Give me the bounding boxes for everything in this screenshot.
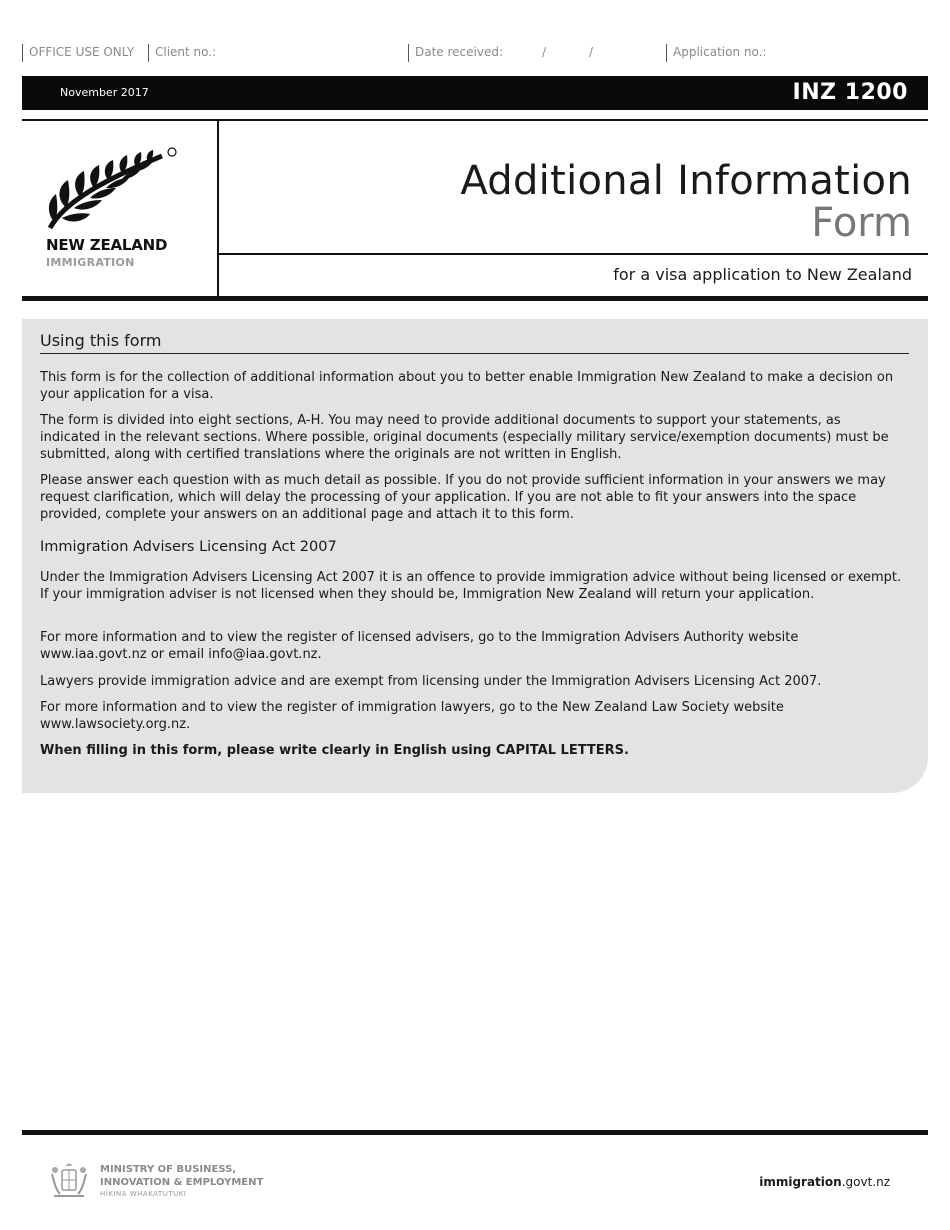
divider (22, 119, 928, 121)
logo-text-new-zealand: NEW ZEALAND (46, 236, 168, 254)
page-subtitle: for a visa application to New Zealand (613, 265, 912, 284)
subsection-heading: Immigration Advisers Licensing Act 2007 (40, 539, 337, 555)
logo-text-immigration: IMMIGRATION (46, 256, 135, 269)
paragraph-purpose: This form is for the collection of additional information about you to better enable Immigration New Zealand to make a decision on your application for a visa. (40, 370, 894, 402)
ministry-name-maori: HĪKINA WHAKATUTUKI (100, 1190, 187, 1198)
paragraph-law-society: For more information and to view the register of immigration lawyers, go to the New Zealand Law Society website www.lawsociety.org.nz. (40, 700, 784, 732)
website-bold: immigration (759, 1175, 842, 1189)
divider (22, 296, 928, 301)
mbie-logo (48, 1162, 308, 1202)
divider (218, 253, 928, 255)
nz-immigration-logo (44, 142, 204, 272)
ministry-name-line1: MINISTRY OF BUSINESS, (100, 1164, 237, 1175)
page-title: Additional Information (460, 158, 912, 204)
office-use-label: OFFICE USE ONLY (22, 44, 134, 62)
footer-divider (22, 1130, 928, 1135)
date-slash: / (542, 45, 547, 59)
ministry-name-line2: INNOVATION & EMPLOYMENT (100, 1177, 264, 1188)
divider (40, 353, 909, 354)
application-no-label: Application no.: (666, 44, 766, 62)
header-band (22, 76, 928, 110)
paragraph-iaa: For more information and to view the register of licensed advisers, go to the Immigration Advisers Authority website www.iaa.govt.nz or email info@iaa.govt.nz. (40, 630, 799, 662)
section-heading: Using this form (40, 331, 162, 350)
paragraph-answers: Please answer each question with as much detail as possible. If you do not provide sufficient information in your answers we may request clarification, which will delay the processing of your application. If you are not able to fit your answers into the space provided, complete your answers on an additional page and attach it to this form. (40, 473, 886, 522)
form-date: November 2017 (60, 86, 149, 99)
date-received-label: Date received: (408, 44, 503, 62)
website-domain: .govt.nz (841, 1175, 890, 1189)
coat-of-arms-icon (48, 1162, 90, 1202)
page-title-form: Form (811, 200, 912, 246)
office-use-bar (22, 44, 928, 62)
silver-fern-icon (44, 142, 194, 234)
paragraph-licensing: Under the Immigration Advisers Licensing Act 2007 it is an offence to provide immigration advice without being licensed or exempt. If your immigration adviser is not licensed when they should be, Immigration New Zealand will return your application. (40, 570, 902, 602)
website-url[interactable] (759, 1175, 890, 1189)
client-no-label: Client no.: (148, 44, 216, 62)
date-slash: / (589, 45, 594, 59)
form-code: INZ 1200 (792, 80, 908, 105)
divider (217, 119, 219, 299)
paragraph-sections: The form is divided into eight sections, A-H. You may need to provide additional documents to support your statements, as indicated in the relevant sections. Where possible, original documents (especially military service/exemption documents) must be submitted, along with certified translations where the originals are not written in English. (40, 413, 889, 462)
paragraph-lawyers: Lawyers provide immigration advice and are exempt from licensing under the Immigration Advisers Licensing Act 2007. (40, 674, 822, 689)
using-this-form-panel (22, 319, 928, 793)
paragraph-capital-letters: When filling in this form, please write clearly in English using CAPITAL LETTERS. (40, 743, 629, 758)
